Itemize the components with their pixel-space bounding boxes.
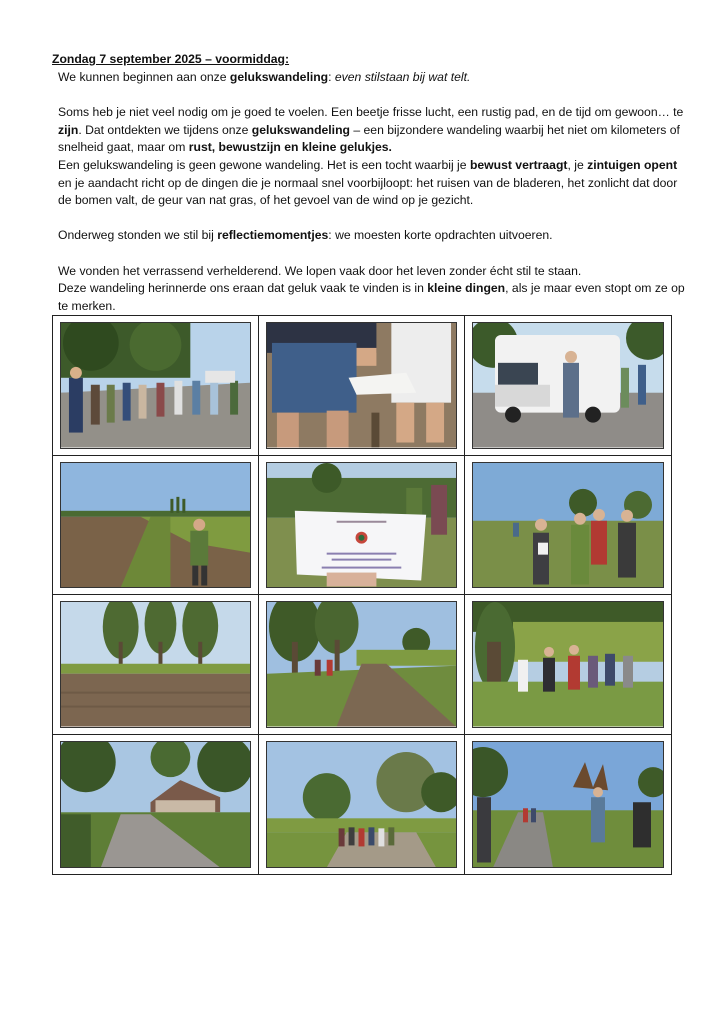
paragraph-2	[58, 157, 688, 210]
photo-cell	[259, 595, 465, 735]
p1-bold-1: zijn	[58, 122, 79, 137]
trees-and-field-photo	[60, 601, 251, 728]
p4-text-2: , als je maar even stopt om ze op te merken.	[58, 281, 685, 313]
p2-bold-1: bewust vertraagt	[469, 157, 568, 172]
p2-text-3: en je aandacht richt op de dingen die je normaal snel voorbijloopt: het ruisen van de bladeren, het zonlicht dat door de bomen valt, de geur van nat gras, of het gevoel van de wind op je gezicht.	[58, 175, 678, 208]
man-in-field-photo	[60, 462, 251, 589]
photo-cell	[465, 595, 671, 735]
photo-grid	[52, 315, 672, 875]
p1-bold-2: gelukswandeling	[251, 122, 350, 137]
photo-cell	[53, 735, 259, 875]
p4-text-1: Deze wandeling herinnerde ons eraan dat geluk vaak te vinden is in	[58, 281, 428, 296]
photo-cell	[53, 316, 259, 456]
group-on-road-photo	[60, 322, 251, 449]
intro-paragraph	[58, 69, 688, 87]
p3-text-1: Onderweg stonden we stil bij	[58, 228, 218, 243]
p2-text-2: , je	[567, 157, 588, 172]
p2-text-1: Een gelukswandeling is geen gewone wandeling. Het is een tocht waarbij je	[58, 157, 470, 172]
p1-text-2: . Dat ontdekten we tijdens onze	[78, 122, 252, 137]
p2-bold-2: zintuigen opent	[587, 157, 678, 172]
intro-italic: even stilstaan bij wat telt.	[334, 70, 471, 84]
hiker-with-branches-photo	[472, 741, 664, 869]
photo-cell	[259, 316, 465, 456]
intro-bold: gelukswandeling	[229, 70, 329, 84]
paragraph-1	[58, 104, 688, 157]
intro-text: We kunnen beginnen aan onze	[58, 70, 230, 84]
p1-bold-3: rust, bewustzijn en kleine gelukjes.	[188, 140, 392, 155]
paragraph-4-line-1: We vonden het verrassend verhelderend. We lopen vaak door het leven zonder écht stil te staan.	[58, 263, 582, 278]
p1-text-1: Soms heb je niet veel nodig om je goed te voelen. Een beetje frisse lucht, een rustig pad, en de tijd om gewoon… te	[58, 105, 684, 120]
paragraph-4-line-2	[58, 280, 688, 315]
photo-cell	[53, 595, 259, 735]
photo-cell	[259, 456, 465, 596]
photo-cell	[259, 735, 465, 875]
photo-cell	[465, 456, 671, 596]
camper-van-photo	[472, 322, 664, 449]
intro-colon: :	[328, 70, 335, 84]
p3-bold: reflectiemomentjes	[217, 228, 329, 243]
photo-cell	[465, 735, 671, 875]
p3-text-2: : we moesten korte opdrachten uitvoeren.	[328, 228, 553, 243]
path-along-trees-photo	[266, 601, 457, 728]
group-by-cornfield-photo	[472, 601, 664, 728]
card-in-hand-photo	[266, 462, 457, 589]
hand-with-paper-photo	[266, 322, 457, 449]
group-reading-photo	[472, 462, 664, 589]
photo-cell	[53, 456, 259, 596]
p4-bold: kleine dingen	[427, 281, 506, 296]
body-text	[58, 69, 688, 315]
paragraph-3	[58, 227, 688, 245]
farmhouse-lane-photo	[60, 741, 251, 869]
p1-text-3: – een bijzondere wandeling waarbij het niet om kilometers of snelheid gaat, maar om	[58, 122, 680, 155]
group-on-path-photo	[266, 741, 457, 869]
page-heading: Zondag 7 september 2025 – voormiddag:	[52, 52, 290, 66]
photo-cell	[465, 316, 671, 456]
